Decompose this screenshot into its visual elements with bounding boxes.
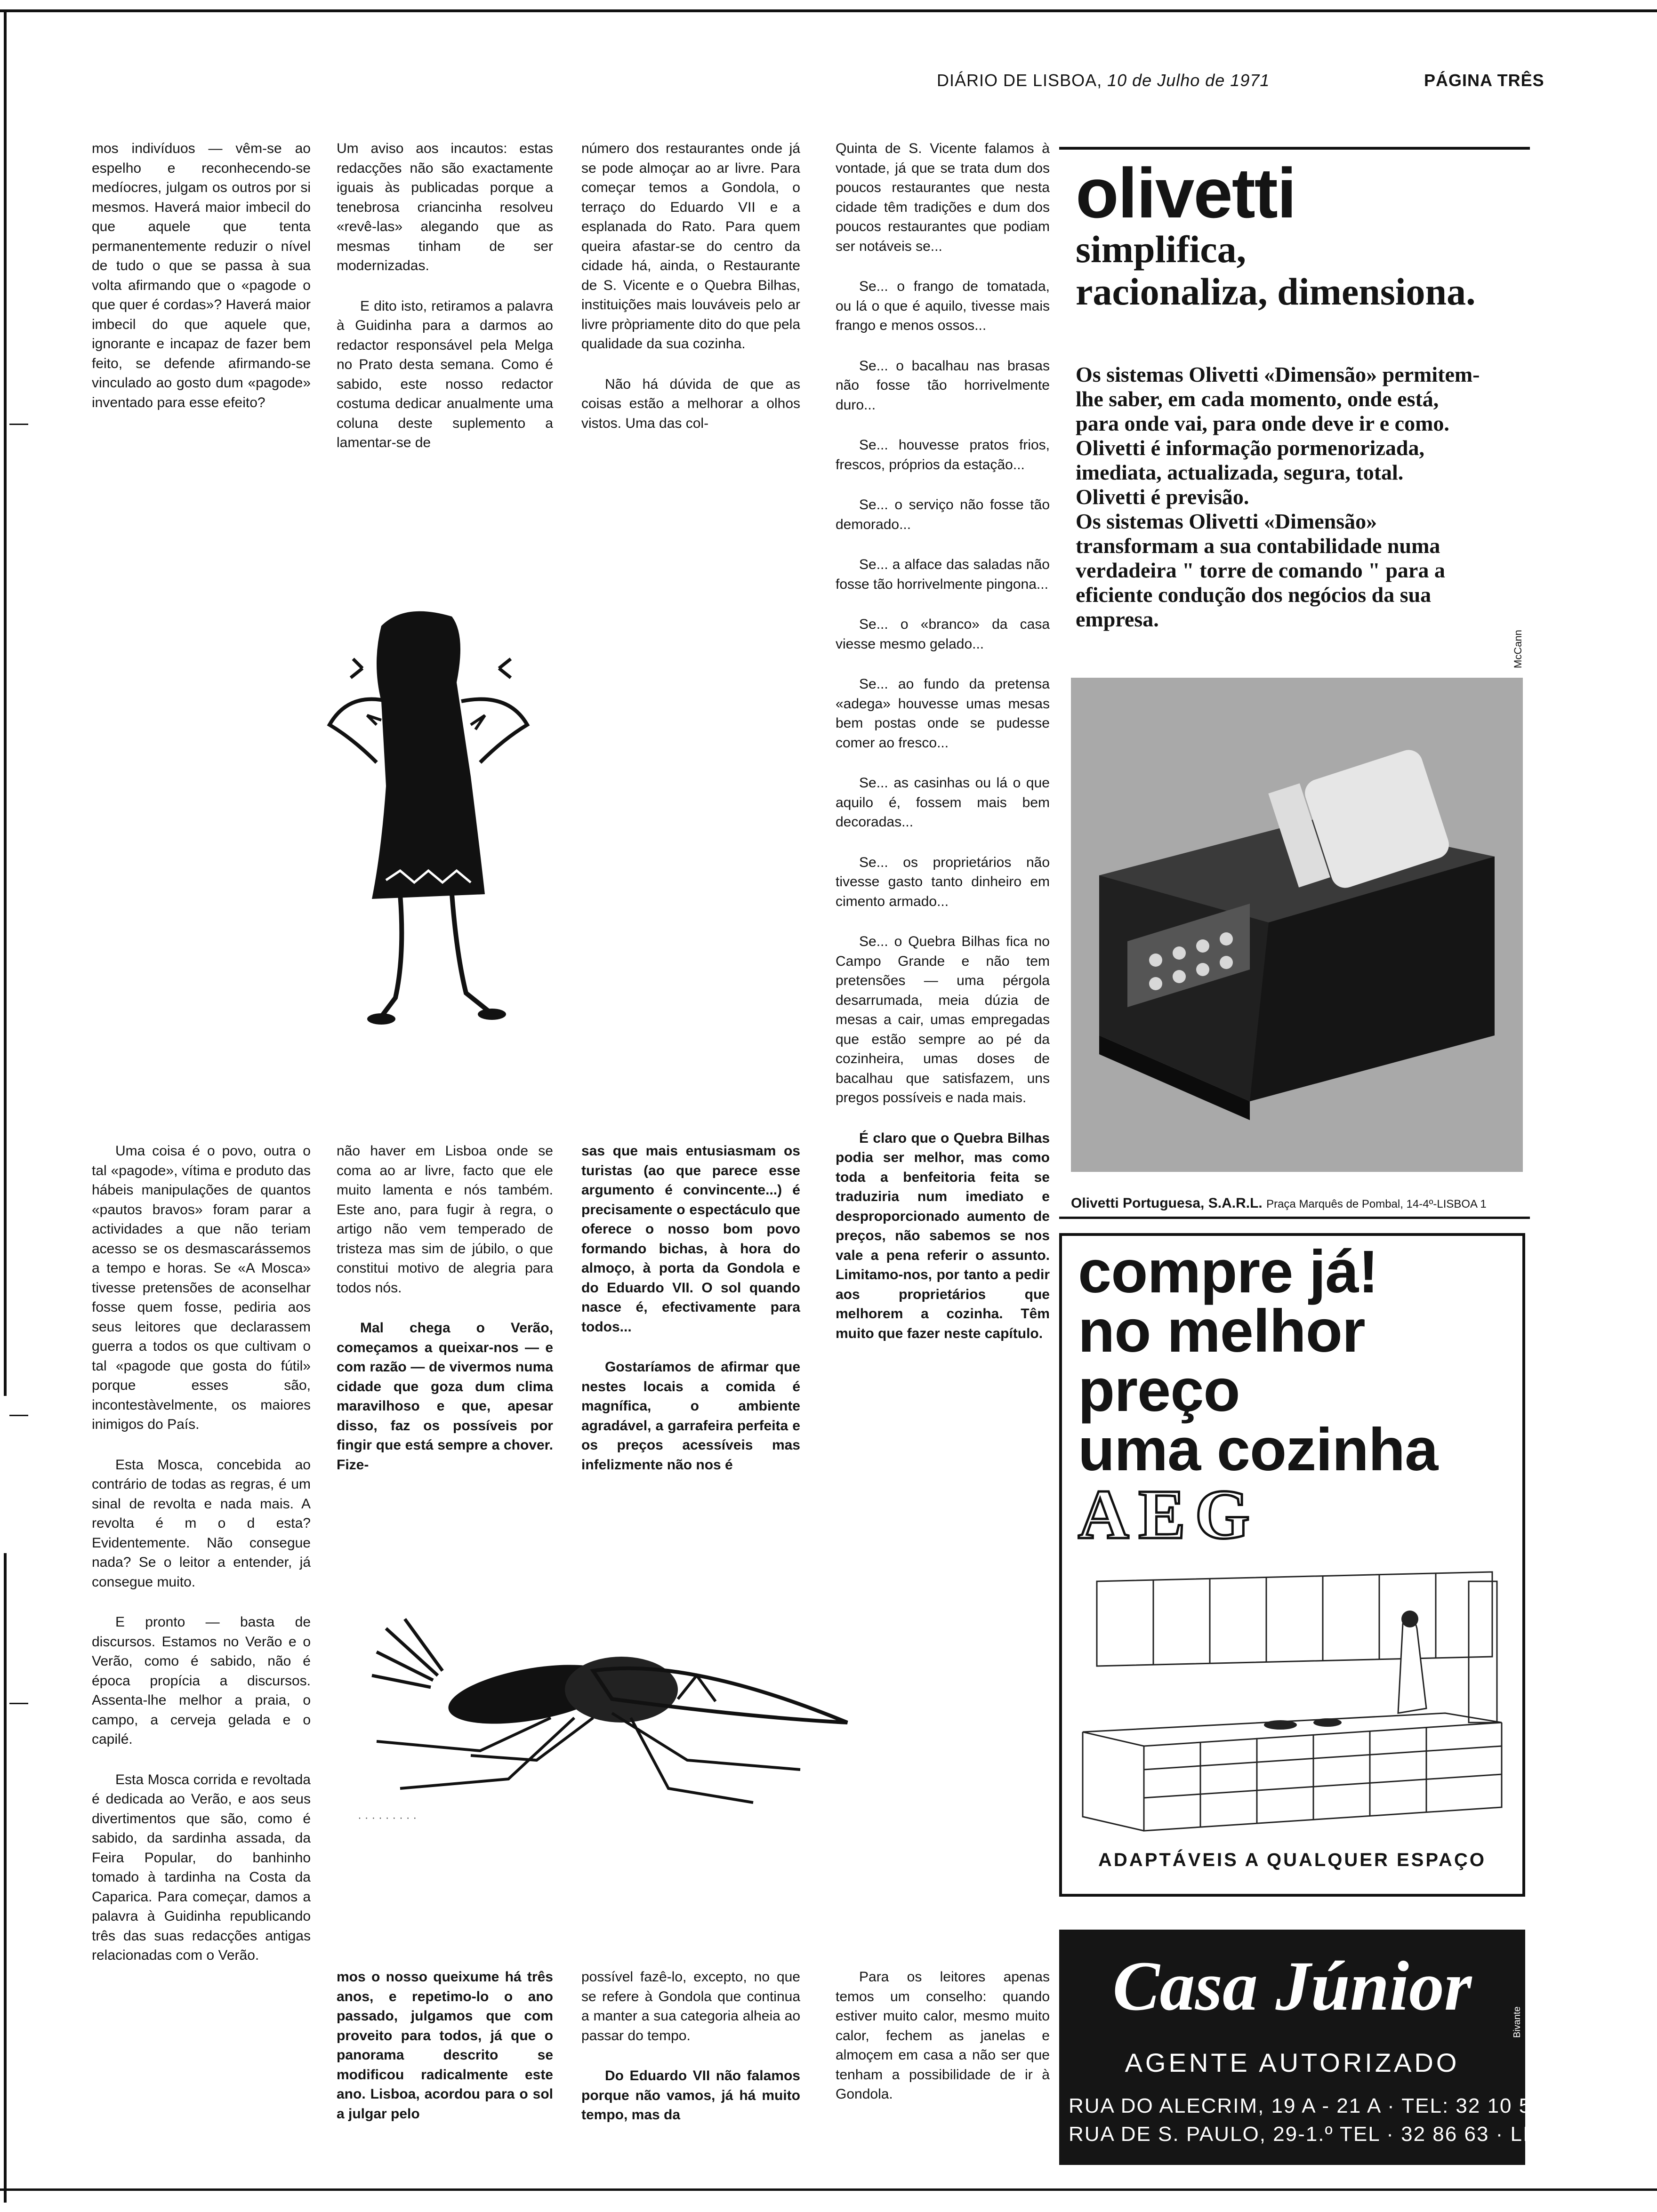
olivetti-tagline-line2: racionaliza, dimensiona. — [1076, 270, 1476, 313]
left-border-lower — [4, 1553, 7, 2203]
page-number: PÁGINA TRÊS — [1424, 71, 1544, 90]
olivetti-logo: olivetti — [1076, 153, 1296, 232]
article-paragraph: sas que mais entusiasmam os turistas (ao que parece esse argumento é convincente...) é precisamente o espectáculo que oferece o nosso bom povo formando bichas, à hora do almoço, à porta da Gondola e do Eduardo VII. O sol quando nasce é, efectivamente para todos... — [581, 1143, 800, 1335]
olivetti-footer — [1071, 1195, 1487, 1211]
olivetti-body-p3: Os sistemas Olivetti «Dimensão» transformam a sua contabilidade numa verdadeira " torre de comando " para a eficiente condução dos negócios da sua empresa. — [1076, 509, 1445, 631]
masthead: DIÁRIO DE LISBOA, 10 de Julho de 1971 — [937, 71, 1270, 90]
margin-mark — [9, 424, 28, 425]
article-paragraph: E dito isto, retiramos a palavra à Guidinha para a darmos ao redactor responsável pela Melga no Prato desta semana. Como é sabido, este nosso redactor costuma dedicar anualmente uma coluna deste suplemento a lamentar-se de — [337, 298, 553, 450]
article-paragraph: possível fazê-lo, excepto, no que se refere à Gondola que continua a manter a sua categoria alheia ao passar do tempo. — [581, 1969, 800, 2044]
article-paragraph: número dos restaurantes onde já se pode almoçar ao ar livre. Para começar temos a Gondola, o terraço do Eduardo VII e a esplanada do Rato. Para quem queira afastar-se do centro da cidade há, ainda, o Restaurante de S. Vicente e o Quebra Bilhas, instituições mais louváveis pelo ar livre pròpriamente dito do que pela qualidade da sua cozinha. — [581, 141, 800, 352]
article-paragraph: Se... o serviço não fosse tão demorado... — [836, 497, 1050, 532]
article-paragraph: Se... os proprietários não tivesse gasto tanto dinheiro em cimento armado... — [836, 854, 1050, 909]
article-col3-top — [581, 139, 800, 497]
left-border-upper — [4, 12, 7, 1396]
bottom-rule — [0, 2188, 1657, 2191]
article-paragraph: E pronto — basta de discursos. Estamos no Verão e o Verão, como é sabido, não é época propícia a discursos. Assenta-lhe melhor a praia, o campo, a cerveja gelada e o capilé. — [92, 1614, 311, 1747]
aeg-headline-line3: preço — [1078, 1357, 1240, 1424]
aeg-headline-line1: compre já! — [1078, 1238, 1378, 1306]
aeg-footer: ADAPTÁVEIS A QUALQUER ESPAÇO — [1098, 1850, 1486, 1870]
article-paragraph: Se... o Quebra Bilhas fica no Campo Grande e não tem pretensões — uma pérgola desarrumada, meia dúzia de mesas a cair, umas empregadas que estão sempre ao pé da cozinheira, umas doses de bacalhau que satisfazem, uns pregos possíveis e nada mais. — [836, 934, 1050, 1106]
mosquito-drawing — [330, 1600, 894, 1845]
olivetti-address: Praça Marquês de Pombal, 14-4º-LISBOA 1 — [1266, 1198, 1487, 1210]
aeg-headline — [1078, 1238, 1438, 1483]
margin-mark — [9, 1415, 28, 1416]
olivetti-tagline — [1076, 228, 1476, 313]
article-paragraph: Um aviso aos incautos: estas redacções não são exactamente iguais às publicadas porque a tenebrosa criancinha resolveu «revê-las» alegando que as mesmas tinham de ser modernizadas. — [337, 141, 553, 273]
article-paragraph: Não há dúvida de que as coisas estão a melhorar a olhos vistos. Uma das col- — [581, 376, 800, 431]
article-col4-bottom — [836, 1967, 1050, 2174]
casa-junior-ad — [1059, 1930, 1591, 2165]
article-paragraph: Se... houvesse pratos frios, frescos, próprios da estação... — [836, 437, 1050, 473]
article-paragraph: Uma coisa é o povo, outra o tal «pagode», vítima e produto das hábeis manipulações de quantos «pautos bravos» foram parar a actividades a que não teriam acesso se os desmascarássemos a tempo e horas. Se «A Mosca» tivesse pretensões de aconselhar fosse quem fosse, pediria aos seus leitores que declarassem guerra a todos os que cultivam o tal «pagode que gosta do fútil» porque esses são, incontestàvelmente, os maiores inimigos do País. — [92, 1143, 311, 1432]
casa-junior-agency-credit: Bivante — [1512, 2006, 1522, 2038]
article-col4 — [836, 139, 1050, 1341]
olivetti-company: Olivetti Portuguesa, S.A.R.L. — [1071, 1195, 1263, 1211]
casa-junior-address-1: RUA DO ALECRIM, 19 A - 21 A · TEL: 32 10 53 — [1069, 2094, 1544, 2117]
article-col3-bottom — [581, 1967, 800, 2174]
olivetti-body-p1: Os sistemas Olivetti «Dimensão» permitem-lhe saber, em cada momento, onde está, para onde vai, para onde deve ir e como. Olivetti é informação pormenorizada, imediata, actualizada, segura, total. — [1076, 362, 1480, 484]
article-paragraph: Se... ao fundo da pretensa «adega» houvesse umas mesas bem postas onde se pudesse comer ao fresco... — [836, 676, 1050, 751]
article-paragraph: Se... o frango de tomatada, ou lá o que é aquilo, tivesse mais frango e menos ossos... — [836, 279, 1050, 333]
olivetti-bottom-rule — [1059, 1217, 1530, 1219]
article-paragraph: Se... o «branco» da casa viesse mesmo gelado... — [836, 617, 1050, 652]
margin-mark — [9, 1703, 28, 1704]
article-col1-mid — [92, 1141, 311, 2036]
article-col2-mid — [337, 1141, 553, 1508]
mosquito-caption: · · · · · · · · · — [358, 1811, 417, 1824]
article-col3-mid — [581, 1141, 800, 1508]
article-paragraph: Se... o bacalhau nas brasas não fosse tão horrivelmente duro... — [836, 358, 1050, 413]
article-paragraph: Esta Mosca, concebida ao contrário de todas as regras, é um sinal de revolta e nada mais. A revolta é m o d esta? Evidentemente. Não consegue nada? Se o leitor a entender, já consegue muito. — [92, 1457, 311, 1590]
aeg-logo — [1078, 1475, 1313, 1554]
girl-drawing — [311, 607, 593, 1040]
top-rule — [0, 9, 1657, 12]
article-paragraph: não haver em Lisboa onde se coma ao ar livre, facto que ele muito lamenta e nós também. Este ano, para fugir à regra, o artigo não vem temperado de tristeza mas sim de júbilo, o que constitui motivo de alegria para todos nós. — [337, 1143, 553, 1296]
article-paragraph: Do Eduardo VII não falamos porque não vamos, já há muito tempo, mas da — [581, 2068, 800, 2123]
article-paragraph: mos indivíduos — vêm-se ao espelho e reconhecendo-se medíocres, julgam os outros por si mesmos. Haverá maior imbecil do que aquele que tenta permanentemente reduzir o nível de tudo o que se passa à sua volta afirmando que o «pagode o que quer é cordas»? Haverá maior imbecil do que aquele que, ignorante e incapaz de fazer bem feito, se defende afirmando-se vinculado ao gosto dum «pagode» inventado para esse efeito? — [92, 141, 311, 410]
article-paragraph: Gostaríamos de afirmar que nestes locais a comida é magnífica, o ambiente agradável, a garrafeira perfeita e os preços acessíveis mas infelizmente não nos é — [581, 1359, 800, 1473]
article-col1-top — [92, 139, 311, 497]
article-paragraph: Se... a alface das saladas não fosse tão horrivelmente pingona... — [836, 557, 1050, 592]
article-col2-top — [337, 139, 553, 497]
issue-date: 10 de Julho de 1971 — [1107, 71, 1270, 90]
casa-junior-address-2: RUA DE S. PAULO, 29-1.º TEL · 32 86 63 · LISBOA — [1069, 2123, 1591, 2146]
olivetti-body — [1076, 362, 1480, 632]
article-paragraph: Esta Mosca corrida e revoltada é dedicada ao Verão, e aos seus divertimentos que são, como é sabido, da sardinha assada, da Feira Popular, do banhinho tomado à tardinha na Costa da Caparica. Para começar, damos a palavra à Guidinha republicando três das suas redacções antigas relacionadas com o Verão. — [92, 1771, 311, 1963]
olivetti-machine-photo — [1071, 678, 1523, 1172]
article-col2-bottom — [337, 1967, 553, 2174]
olivetti-tagline-line1: simplifica, — [1076, 228, 1247, 271]
article-paragraph: É claro que o Quebra Bilhas podia ser melhor, mas como toda a benfeitoria feita se traduziria num imediato e desproporcionado aumento de preços, não sabemos se nos vale a pena referir o assunto. Limitamo-nos, por tanto a pedir aos proprietários que melhorem a cozinha. Têm muito que fazer neste capítulo. — [836, 1130, 1050, 1341]
casa-junior-agent: AGENTE AUTORIZADO — [1125, 2048, 1460, 2077]
casa-junior-logo: Casa Júnior — [1112, 1947, 1472, 2025]
article-paragraph: Para os leitores apenas temos um conselho: quando estiver muito calor, mesmo muito calor, fechem as janelas e almoçem em casa a não ser que tenham a possibilidade de ir à Gondola. — [836, 1969, 1050, 2102]
article-paragraph: mos o nosso queixume há três anos, e repetimo-lo o ano passado, julgamos que com proveito para todos, já que o panorama descrito se modificou radicalmente este ano. Lisboa, acordou para o sol a julgar pelo — [337, 1969, 553, 2122]
aeg-kitchen-drawing — [1078, 1553, 1516, 1835]
olivetti-agency-credit: McCann — [1512, 630, 1524, 668]
article-paragraph: Mal chega o Verão, começamos a queixar-nos — e com razão — de vivermos numa cidade que goza dum clima maravilhoso e que, apesar disso, faz os possíveis por fingir que está sempre a chover. Fize- — [337, 1320, 553, 1473]
article-paragraph: Quinta de S. Vicente falamos à vontade, já que se trata dum dos poucos restaurantes que nesta cidade têm tradições e dum dos poucos restaurantes que podiam ser notáveis se... — [836, 141, 1050, 254]
olivetti-body-p2: Olivetti é previsão. — [1076, 485, 1249, 509]
aeg-headline-line2: no melhor — [1078, 1298, 1365, 1365]
newspaper-name: DIÁRIO DE LISBOA — [937, 71, 1097, 90]
aeg-headline-line4: uma cozinha — [1078, 1416, 1438, 1483]
aeg-brand: AEG — [1078, 1475, 1260, 1554]
olivetti-top-rule — [1059, 147, 1530, 150]
article-paragraph: Se... as casinhas ou lá o que aquilo é, fossem mais bem decoradas... — [836, 775, 1050, 830]
